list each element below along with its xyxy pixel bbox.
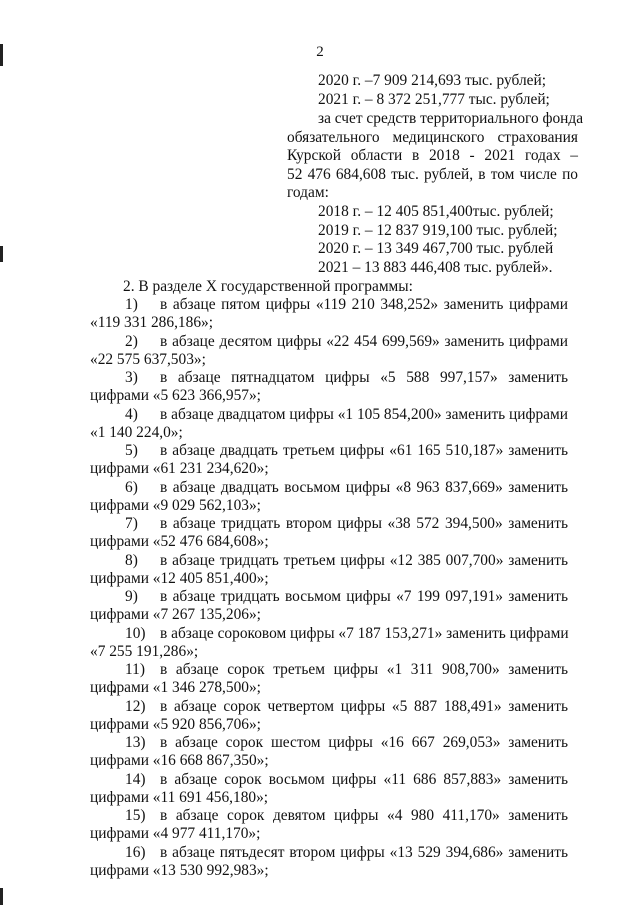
amendment-number: 6) <box>125 478 138 496</box>
year-line-2018: 2018 г. – 12 405 851,400тыс. рублей; <box>318 203 554 220</box>
amendment-number: 12) <box>125 697 146 715</box>
scan-margin-mark-mid <box>0 246 3 262</box>
amendment-number: 5) <box>125 442 138 459</box>
amendment-number: 10) <box>125 624 146 642</box>
fund-line: 52 476 684,608 тыс. рублей, в том числе по <box>287 166 578 183</box>
amendment-text: в абзаце сорок шестом цифры «16 667 269,053» заменить <box>160 734 568 751</box>
amendment-continuation: «22 575 637,503»; <box>90 350 206 368</box>
amendment-number: 2) <box>125 332 138 350</box>
amendment-number: 3) <box>125 369 138 386</box>
year-line-2019: 2019 г. – 12 837 919,100 тыс. рублей; <box>318 222 558 239</box>
amendment-text: в абзаце двадцать восьмом цифры «8 963 837,669» заменить <box>160 478 568 496</box>
amendment-continuation: цифрами «61 231 234,620»; <box>90 460 269 477</box>
amendment-text: в абзаце двадцатом цифры «1 105 854,200» заменить цифрами <box>160 405 568 423</box>
amendment-text: в абзаце сорок третьем цифры «1 311 908,700» заменить <box>160 661 568 678</box>
amendment-continuation: цифрами «5 920 856,706»; <box>90 715 261 733</box>
year-line-2021: 2021 – 13 883 446,408 тыс. рублей». <box>318 259 553 276</box>
year-line-2020: 2020 г. – 13 349 467,700 тыс. рублей <box>318 240 554 257</box>
fund-line: за счет средств территориального фонда <box>318 110 584 127</box>
amendment-number: 1) <box>125 296 138 313</box>
amendment-text: в абзаце сорок четвертом цифры «5 887 188,491» заменить <box>160 697 568 715</box>
fund-line: обязательного медицинского страхования <box>287 129 578 146</box>
amendment-text: в абзаце тридцать восьмом цифры «7 199 097,191» заменить <box>160 588 568 605</box>
amendment-number: 11) <box>125 661 145 678</box>
amendment-continuation: цифрами «9 029 562,103»; <box>90 496 261 514</box>
section-heading: 2. В разделе X государственной программы: <box>123 278 413 295</box>
scan-margin-mark-bottom <box>0 888 3 905</box>
amendment-text: в абзаце пятьдесят втором цифры «13 529 394,686» заменить <box>160 843 568 861</box>
amendment-text: в абзаце сороковом цифры «7 187 153,271» заменить цифрами <box>160 624 569 642</box>
amendment-number: 14) <box>125 770 146 788</box>
amendment-number: 9) <box>125 588 138 605</box>
amendment-continuation: «7 255 191,286»; <box>90 642 199 660</box>
amendment-continuation: цифрами «7 267 135,206»; <box>90 606 261 623</box>
amendment-text: в абзаце пятнадцатом цифры «5 588 997,157» заменить <box>160 369 568 386</box>
amendment-text: в абзаце двадцать третьем цифры «61 165 510,187» заменить <box>160 442 568 459</box>
amendment-continuation: цифрами «52 476 684,608»; <box>90 533 269 550</box>
amendment-number: 13) <box>125 734 146 751</box>
fund-line: Курской области в 2018 - 2021 годах – <box>287 147 578 164</box>
amendment-text: в абзаце сорок восьмом цифры «11 686 857,883» заменить <box>160 770 568 788</box>
top-line-2020: 2020 г. –7 909 214,693 тыс. рублей; <box>318 72 546 89</box>
amendment-number: 4) <box>125 405 138 423</box>
amendment-continuation: цифрами «16 668 867,350»; <box>90 752 269 769</box>
amendment-continuation: цифрами «4 977 411,170»; <box>90 825 261 842</box>
amendment-number: 15) <box>125 807 146 824</box>
amendment-number: 8) <box>125 551 138 569</box>
amendment-continuation: цифрами «12 405 851,400»; <box>90 569 269 587</box>
amendment-text: в абзаце пятом цифры «119 210 348,252» заменить цифрами <box>160 296 568 313</box>
fund-line: годам: <box>287 184 329 201</box>
amendment-text: в абзаце десятом цифры «22 454 699,569» заменить цифрами <box>160 332 568 350</box>
top-line-2021: 2021 г. – 8 372 251,777 тыс. рублей; <box>318 91 550 108</box>
amendment-continuation: «1 140 224,0»; <box>90 423 183 441</box>
amendment-text: в абзаце тридцать третьем цифры «12 385 007,700» заменить <box>160 551 568 569</box>
amendment-continuation: цифрами «1 346 278,500»; <box>90 679 261 696</box>
amendment-continuation: цифрами «13 530 992,983»; <box>90 861 269 879</box>
amendment-text: в абзаце тридцать втором цифры «38 572 394,500» заменить <box>160 515 568 532</box>
amendment-text: в абзаце сорок девятом цифры «4 980 411,170» заменить <box>160 807 568 824</box>
page-number: 2 <box>316 44 324 60</box>
amendment-continuation: «119 331 286,186»; <box>90 314 213 331</box>
amendment-continuation: цифрами «11 691 456,180»; <box>90 788 269 806</box>
amendment-number: 7) <box>125 515 138 532</box>
amendment-continuation: цифрами «5 623 366,957»; <box>90 387 261 404</box>
amendment-number: 16) <box>125 843 146 861</box>
